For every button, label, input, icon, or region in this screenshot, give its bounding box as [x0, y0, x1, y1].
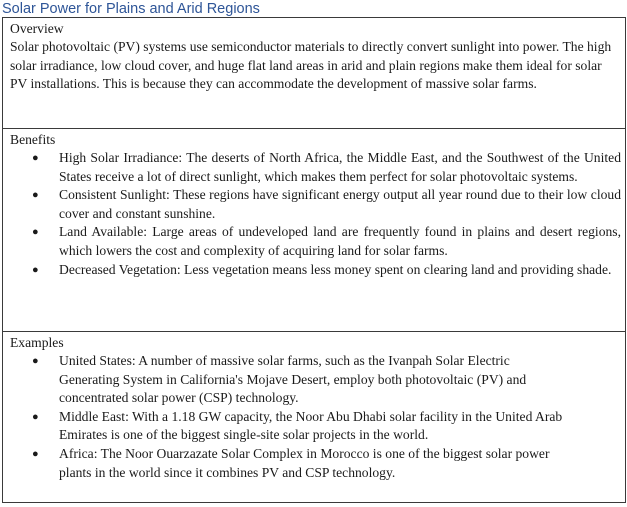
document-title: Solar Power for Plains and Arid Regions: [2, 1, 260, 17]
list-item: [10, 149, 621, 186]
content-table: [2, 17, 626, 503]
overview-heading: Overview: [10, 21, 64, 36]
bullet-icon: ●: [32, 152, 39, 164]
list-item: [10, 223, 621, 260]
list-item: [10, 408, 571, 445]
bullet-icon: ●: [32, 226, 39, 239]
benefits-list: [10, 149, 621, 279]
benefit-text: High Solar Irradiance: The deserts of North Africa, the Middle East, and the Southwest of the United States receive a lot of direct sunlight, which makes them perfect for solar photovoltaic systems.: [59, 150, 621, 184]
bullet-icon: ●: [32, 447, 39, 460]
overview-row: [3, 18, 626, 129]
list-item: [10, 186, 621, 223]
benefit-text: Decreased Vegetation: Less vegetation means less money spent on clearing land and providing shade.: [59, 261, 612, 277]
benefits-cell: [3, 129, 626, 332]
list-item: [10, 261, 621, 280]
examples-list: [10, 352, 621, 482]
benefit-text: Consistent Sunlight: These regions have significant energy output all year round due to their low cloud cover and constant sunshine.: [59, 187, 621, 221]
bullet-icon: ●: [32, 263, 39, 276]
bullet-icon: ●: [32, 189, 39, 202]
benefits-row: [3, 129, 626, 332]
examples-cell: [3, 332, 626, 503]
examples-row: [3, 332, 626, 503]
example-text: United States: A number of massive solar farms, such as the Ivanpah Solar Electric Generating System in California's Mojave Desert, employ both photovoltaic (PV) and concentrated solar power (CSP) technology.: [59, 353, 527, 406]
example-text: Middle East: With a 1.18 GW capacity, the Noor Abu Dhabi solar facility in the United Arab Emirates is one of the biggest single-site solar projects in the world.: [59, 408, 563, 443]
list-item: [10, 445, 571, 482]
benefit-text: Land Available: Large areas of undeveloped land are frequently found in plains and desert regions, which lowers the cost and complexity of acquiring land for solar farms.: [59, 224, 621, 258]
example-text: Africa: The Noor Ouarzazate Solar Complex in Morocco is one of the biggest solar power plants in the world since it combines PV and CSP technology.: [59, 445, 550, 480]
overview-paragraph: Solar photovoltaic (PV) systems use semiconductor materials to directly convert sunlight into power. The high solar irradiance, low cloud cover, and huge flat land areas in arid and plain regions make them ideal for solar PV installations. This is because they can accommodate the development of massive solar farms.: [10, 39, 612, 92]
overview-cell: [3, 18, 626, 129]
examples-heading: Examples: [10, 335, 64, 350]
bullet-icon: ●: [32, 355, 39, 367]
bullet-icon: ●: [32, 410, 39, 423]
benefits-heading: Benefits: [10, 132, 56, 147]
list-item: [10, 352, 571, 408]
